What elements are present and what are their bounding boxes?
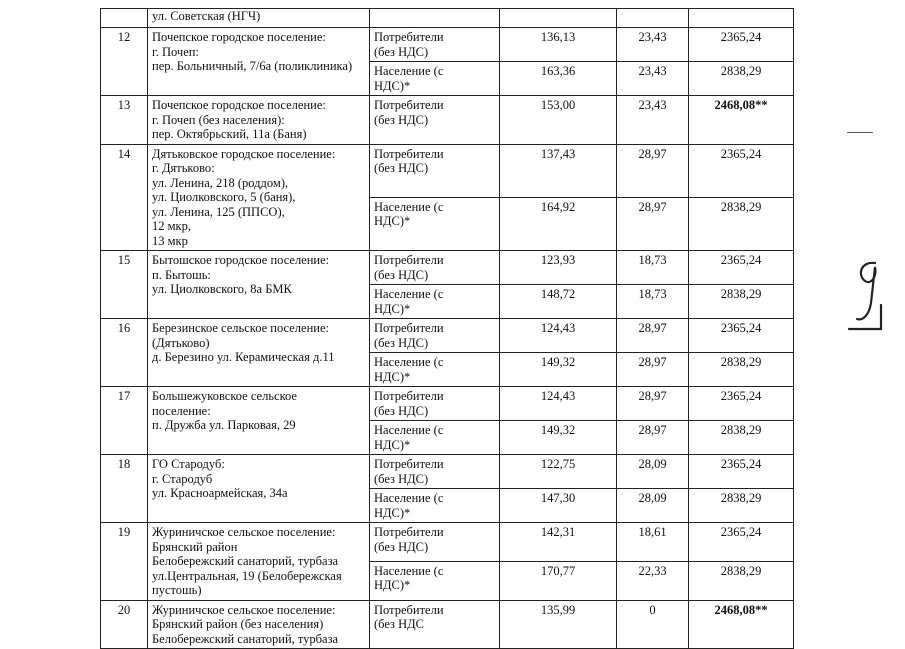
tariff-value: 137,43: [500, 144, 617, 197]
consumer-category: Население (с НДС)*: [370, 353, 500, 387]
table-row-fragment: [101, 9, 794, 28]
location-cell: Журиничское сельское поселение: Брянский район (без населения) Белобережский санаторий, турбаза: [148, 600, 370, 649]
tariff-value: 123,93: [500, 251, 617, 285]
location-cell: Журиничское сельское поселение: Брянский район Белобережский санаторий, турбаза ул.Центральная, 19 (Белобережская пустошь): [148, 523, 370, 601]
tariff-value: 136,13: [500, 28, 617, 62]
consumer-category: Потребители (без НДС): [370, 96, 500, 145]
tariff-value: 124,43: [500, 319, 617, 353]
tariff-value: 153,00: [500, 96, 617, 145]
rate-value: 0: [617, 600, 689, 649]
row-number: 16: [101, 319, 148, 387]
rate-value: 28,97: [617, 353, 689, 387]
tariff-value: 149,32: [500, 353, 617, 387]
margin-dash: [847, 132, 873, 134]
consumer-category: Население (с НДС)*: [370, 285, 500, 319]
tariff-table-body: [101, 9, 794, 649]
table-row: [101, 387, 794, 421]
consumer-category: Население (с НДС)*: [370, 561, 500, 600]
row-number: 20: [101, 600, 148, 649]
rate-value: 22,33: [617, 561, 689, 600]
total-value: 2365,24: [689, 319, 794, 353]
rate-value: 23,43: [617, 96, 689, 145]
table-row: [101, 251, 794, 285]
table-row: [101, 455, 794, 489]
total-value: 2365,24: [689, 251, 794, 285]
rate-value: 28,97: [617, 421, 689, 455]
row-number: 15: [101, 251, 148, 319]
location-cell: ул. Советская (НГЧ): [148, 9, 370, 28]
rate-value: 18,73: [617, 285, 689, 319]
tariff-table: [100, 8, 794, 649]
row-number: 17: [101, 387, 148, 455]
tariff-value: 135,99: [500, 600, 617, 649]
total-value: 2838,29: [689, 421, 794, 455]
total-value: 2365,24: [689, 523, 794, 562]
consumer-category: Потребители (без НДС): [370, 28, 500, 62]
rate-value: 28,09: [617, 455, 689, 489]
row-number: 12: [101, 28, 148, 96]
tariff-value: 164,92: [500, 197, 617, 250]
rate-value: 23,43: [617, 62, 689, 96]
rate-value: 28,09: [617, 489, 689, 523]
total-value: 2365,24: [689, 455, 794, 489]
consumer-category: Потребители (без НДС): [370, 251, 500, 285]
tariff-value: 149,32: [500, 421, 617, 455]
rate-value: 28,97: [617, 144, 689, 197]
total-value: 2838,29: [689, 353, 794, 387]
row-number: 19: [101, 523, 148, 601]
tariff-value: 170,77: [500, 561, 617, 600]
location-cell: Большежуковское сельское поселение: п. Дружба ул. Парковая, 29: [148, 387, 370, 455]
location-cell: Березинское сельское поселение: (Дятьково) д. Березино ул. Керамическая д.11: [148, 319, 370, 387]
location-cell: ГО Стародуб: г. Стародуб ул. Красноармейская, 34а: [148, 455, 370, 523]
tariff-value: 122,75: [500, 455, 617, 489]
tariff-value: 163,36: [500, 62, 617, 96]
location-cell: Почепское городское поселение: г. Почеп: пер. Больничный, 7/6а (поликлиника): [148, 28, 370, 96]
total-value: 2365,24: [689, 144, 794, 197]
consumer-category: Население (с НДС)*: [370, 62, 500, 96]
tariff-value: 124,43: [500, 387, 617, 421]
consumer-category: Население (с НДС)*: [370, 421, 500, 455]
table-row: [101, 28, 794, 62]
total-value: 2365,24: [689, 28, 794, 62]
tariff-value: 147,30: [500, 489, 617, 523]
rate-value: 18,61: [617, 523, 689, 562]
total-value: 2468,08**: [689, 600, 794, 649]
total-value: 2838,29: [689, 285, 794, 319]
consumer-category: Потребители (без НДС): [370, 523, 500, 562]
total-value: 2838,29: [689, 489, 794, 523]
total-value: 2468,08**: [689, 96, 794, 145]
consumer-category: Потребители (без НДС: [370, 600, 500, 649]
location-cell: Бытошское городское поселение: п. Бытошь: ул. Циолковского, 8а БМК: [148, 251, 370, 319]
consumer-category: Потребители (без НДС): [370, 319, 500, 353]
table-row: [101, 319, 794, 353]
table-row: [101, 144, 794, 197]
total-value: 2365,24: [689, 387, 794, 421]
location-cell: Почепское городское поселение: г. Почеп (без населения): пер. Октябрьский, 11а (Баня): [148, 96, 370, 145]
consumer-category: Население (с НДС)*: [370, 489, 500, 523]
tariff-value: 148,72: [500, 285, 617, 319]
rate-value: 28,97: [617, 319, 689, 353]
tariff-value: 142,31: [500, 523, 617, 562]
total-value: 2838,29: [689, 62, 794, 96]
row-number: 13: [101, 96, 148, 145]
table-row: [101, 523, 794, 562]
consumer-category: Потребители (без НДС): [370, 387, 500, 421]
handwritten-margin-note: [835, 255, 885, 335]
rate-value: 23,43: [617, 28, 689, 62]
table-row: [101, 600, 794, 649]
total-value: 2838,29: [689, 197, 794, 250]
location-cell: Дятьковское городское поселение: г. Дятьково: ул. Ленина, 218 (роддом), ул. Циолковского, 5 (баня), ул. Ленина, 125 (ППСО), 12 мкр, 13 мкр: [148, 144, 370, 251]
row-number: 18: [101, 455, 148, 523]
total-value: 2838,29: [689, 561, 794, 600]
row-number: 14: [101, 144, 148, 251]
consumer-category: Население (с НДС)*: [370, 197, 500, 250]
table-row: [101, 96, 794, 145]
rate-value: 18,73: [617, 251, 689, 285]
rate-value: 28,97: [617, 197, 689, 250]
consumer-category: Потребители (без НДС): [370, 455, 500, 489]
rate-value: 28,97: [617, 387, 689, 421]
consumer-category: Потребители (без НДС): [370, 144, 500, 197]
